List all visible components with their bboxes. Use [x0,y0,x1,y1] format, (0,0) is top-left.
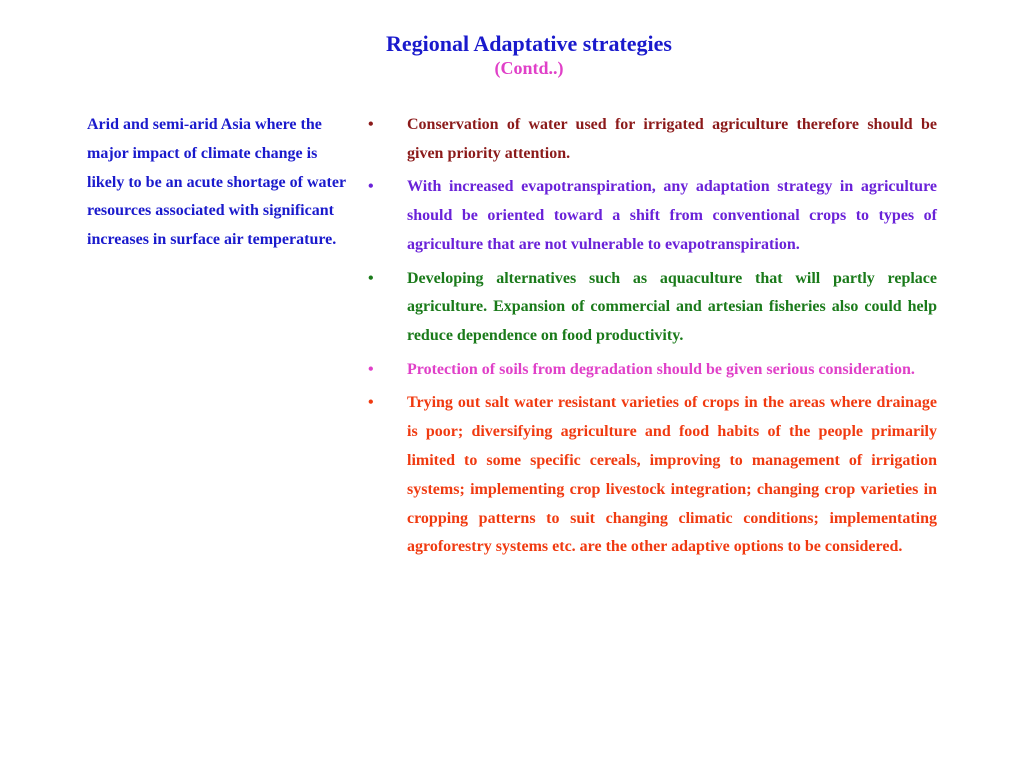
bullet-icon: • [368,269,374,287]
list-item-text: Conservation of water used for irrigated agriculture therefore should be given priority attention. [407,116,937,162]
page-title: Regional Adaptative strategies [386,31,672,56]
bullet-icon: • [368,116,374,133]
bullet-icon: • [368,360,374,378]
list-item [365,111,937,169]
list-item [365,356,937,385]
slide-title [0,31,1024,79]
list-item-text: Trying out salt water resistant varieties of crops in the areas where drainage is poor; diversifying agriculture and food habits of the people primarily limited to some specific cereals, improving to management of irrigation systems; implementing crop livestock integration; changing crop varieties in cropping patterns to suit changing climatic conditions; implementating agroforestry systems etc. are the other adaptive options to be considered. [407,394,937,556]
bullet-icon: • [368,178,374,196]
list-item-text: With increased evapotranspiration, any adaptation strategy in agriculture should be oriented toward a shift from conventional crops to types of agriculture that are not vulnerable to evapotranspiration. [407,178,937,253]
region-description: Arid and semi-arid Asia where the major impact of climate change is likely to be an acute shortage of water resources associated with significant increases in surface air temperature. [87,116,346,249]
list-item-text: Protection of soils from degradation should be given serious consideration. [407,360,915,378]
list-item-text: Developing alternatives such as aquaculture that will partly replace agriculture. Expansion of commercial and artesian fisheries also could help reduce dependence on food productivity. [407,269,937,345]
list-item [365,389,937,562]
bullet-icon: • [368,394,374,412]
list-item [365,265,937,351]
page-subtitle: (Contd..) [494,58,564,78]
strategy-list [365,111,937,567]
list-item [365,173,937,259]
